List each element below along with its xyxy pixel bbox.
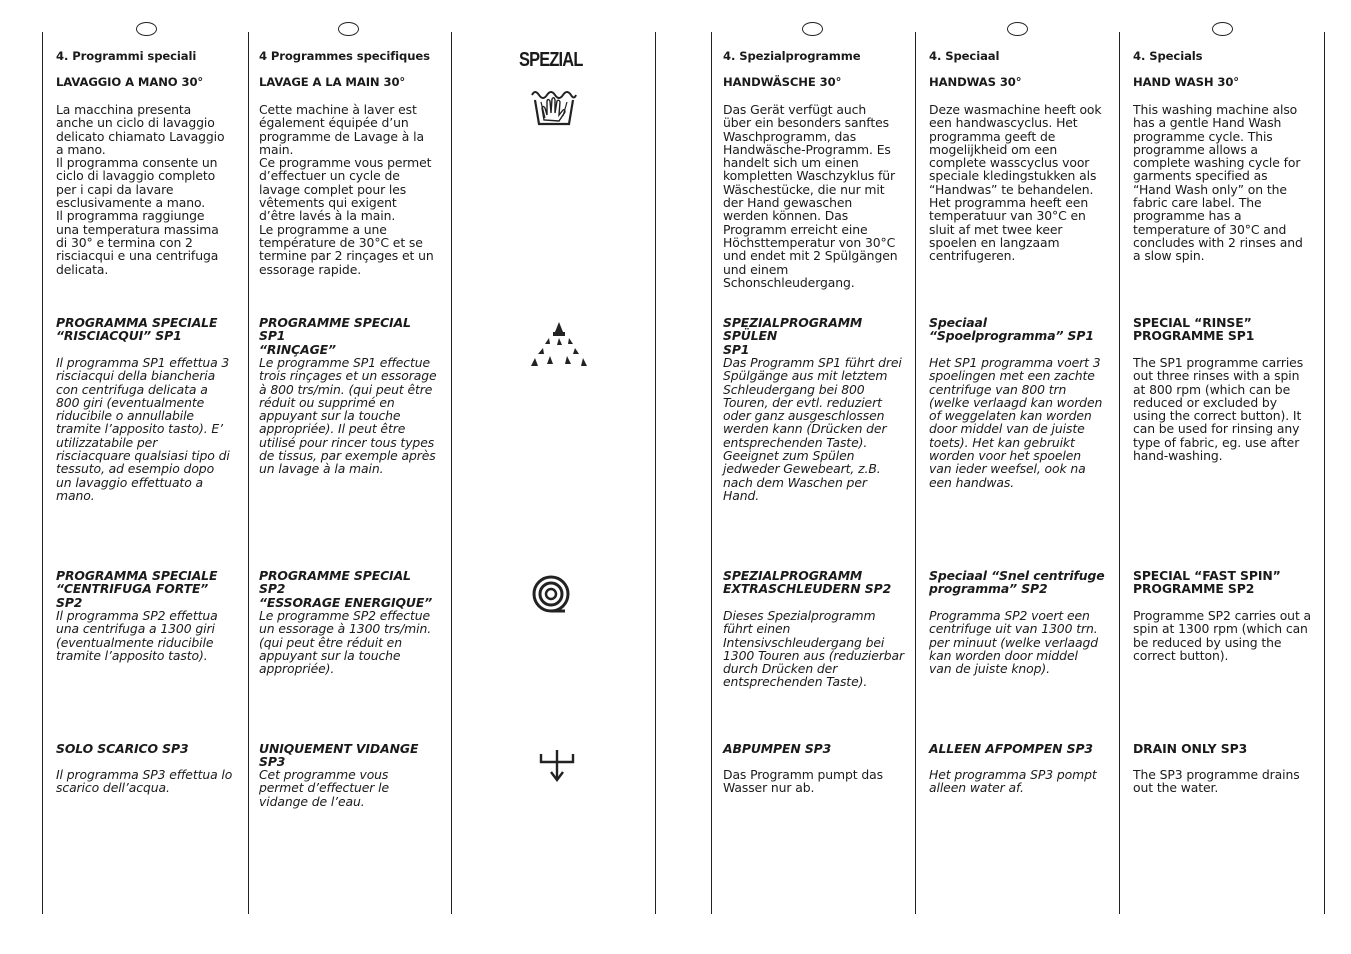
- drain-title: ABPUMPEN SP3: [723, 741, 832, 756]
- column-divider: [42, 32, 43, 914]
- rinse-text: Het SP1 programma voert 3 spoelingen met een zachte centrifuge van 800 trn (welke verlaagd kan worden of weggelaten kan worden door middel van de juiste toets). Het kan gebruikt worden voor het spoelen van ieder weefsel, ook na een handwas.: [929, 355, 1103, 490]
- page-marker: [1212, 22, 1233, 36]
- rinse-text: Le programme SP1 effectue trois rinçages et un essorage à 800 trs/min. (qui peut être réduit ou supprimé en appuyant sur la touche appropriée). Il peut être utilisé pour rincer tous types de tissus, par exemple après un lavage à la main.: [259, 355, 437, 477]
- section-heading: 4 Programmes specifiques: [259, 49, 430, 63]
- column-divider: [915, 32, 916, 914]
- handwash-title: HANDWAS 30°: [929, 75, 1022, 89]
- column-divider: [451, 32, 452, 914]
- handwash-title: HAND WASH 30°: [1133, 75, 1239, 89]
- handwash-text: La macchina presenta anche un ciclo di lavaggio delicato chiamato Lavaggio a mano. Il programma consente un ciclo di lavaggio completo per i capi da lavare esclusivamente a mano. Il programma raggiunge una temperatura massima di 30° e termina con 2 risciacqui e una centrifuga delicata.: [56, 102, 225, 277]
- section-heading: 4. Specials: [1133, 49, 1203, 63]
- column-divider: [711, 32, 712, 914]
- handwash-title: LAVAGE A LA MAIN 30°: [259, 75, 406, 89]
- spin-title: SPEZIALPROGRAMM EXTRASCHLEUDERN SP2: [723, 568, 892, 597]
- spezial-title: SPEZIAL: [519, 49, 583, 71]
- spin-icon: [531, 574, 571, 618]
- section-heading: 4. Speciaal: [929, 49, 1000, 63]
- drain-text: Cet programme vous permet d’effectuer le vidange de l’eau.: [259, 767, 389, 809]
- section-heading: 4. Programmi speciali: [56, 49, 197, 63]
- rinse-title: Speciaal “Spoelprogramma” SP1: [929, 315, 1094, 344]
- rinse-title: PROGRAMMA SPECIALE “RISCIACQUI” SP1: [56, 315, 218, 344]
- handwash-text: This washing machine also has a gentle Hand Wash programme cycle. This programme allows a complete washing cycle for garments specified as “Hand Wash only” on the fabric care label. The programme has a temperature of 30°C and concludes with 2 rinses and a slow spin.: [1133, 102, 1303, 264]
- spin-text: Le programme SP2 effectue un essorage à 1300 trs/min. (qui peut être réduit en appuyant sur la touche appropriée).: [259, 608, 432, 677]
- spin-title: Speciaal “Snel centrifuge programma” SP2: [929, 568, 1105, 597]
- handwash-text: Das Gerät verfügt auch über ein besonders sanftes Waschprogramm, das Handwäsche-Programm. Es handelt sich um einen kompletten Waschzyklus für Wäschestücke, die nur mit der Hand gewaschen werden können. Das Programm erreicht eine Höchsttemperatur von 30°C und endet mit 2 Spülgängen und einem Schonschleudergang.: [723, 102, 898, 290]
- rinse-title: SPEZIALPROGRAMM SPÜLEN SP1: [723, 315, 863, 357]
- rinse-text: Il programma SP1 effettua 3 risciacqui della biancheria con centrifuga delicata a 800 giri (eventualmente riducibile o annullabile tramite l’apposito tasto). E’ utilizzatabile per risciacquare qualsiasi tipo di tessuto, ad esempio dopo un lavaggio effettuato a mano.: [56, 355, 230, 503]
- rinse-title: SPECIAL “RINSE” PROGRAMME SP1: [1133, 315, 1255, 344]
- handwash-title: LAVAGGIO A MANO 30°: [56, 75, 204, 89]
- rinse-text: The SP1 programme carries out three rinses with a spin at 800 rpm (which can be reduced or excluded by using the correct button). It can be used for rinsing any type of fabric, eg. use after hand-washing.: [1133, 355, 1304, 464]
- spin-text: Dieses Spezialprogramm führt einen Intensivschleudergang bei 1300 Touren aus (reduzierbar durch Drücken der entsprechenden Taste).: [723, 608, 904, 690]
- drain-icon: [538, 748, 576, 788]
- column-divider: [1324, 32, 1325, 914]
- page-marker: [1007, 22, 1028, 36]
- page-marker: [802, 22, 823, 36]
- section-heading: 4. Spezialprogramme: [723, 49, 861, 63]
- handwash-text: Cette machine à laver est également équipée d’un programme de Lavage à la main. Ce programme vous permet d’effectuer un cycle de lavage complet pour les vêtements qui exigent d’être lavés à la main. Le programme a une température de 30°C et se termine par 2 rinçages et un essorage rapide.: [259, 102, 434, 277]
- spin-title: PROGRAMMA SPECIALE “CENTRIFUGA FORTE” SP2: [56, 568, 218, 610]
- drain-title: UNIQUEMENT VIDANGE SP3: [259, 741, 419, 770]
- spin-text: Programme SP2 carries out a spin at 1300 rpm (which can be reduced by using the correct button).: [1133, 608, 1312, 663]
- handwash-title: HANDWÄSCHE 30°: [723, 75, 842, 89]
- drain-text: Het programma SP3 pompt alleen water af.: [929, 767, 1097, 796]
- drain-title: SOLO SCARICO SP3: [56, 741, 189, 756]
- column-divider: [1119, 32, 1120, 914]
- spin-title: PROGRAMME SPECIAL SP2 “ESSORAGE ENERGIQUE”: [259, 568, 433, 610]
- page-marker: [136, 22, 157, 36]
- spin-title: SPECIAL “FAST SPIN” PROGRAMME SP2: [1133, 568, 1281, 597]
- page-marker: [338, 22, 359, 36]
- drain-text: Das Programm pumpt das Wasser nur ab.: [723, 767, 883, 796]
- rinse-icon: [529, 320, 589, 372]
- rinse-title: PROGRAMME SPECIAL SP1 “RINÇAGE”: [259, 315, 411, 357]
- drain-text: The SP3 programme drains out the water.: [1133, 767, 1300, 796]
- spin-text: Il programma SP2 effettua una centrifuga a 1300 giri (eventualmente riducibile tramite l’apposito tasto).: [56, 608, 218, 663]
- drain-title: ALLEEN AFPOMPEN SP3: [929, 741, 1093, 756]
- column-divider: [655, 32, 656, 914]
- column-divider: [248, 32, 249, 914]
- hand-wash-icon: [529, 86, 579, 132]
- drain-title: DRAIN ONLY SP3: [1133, 741, 1248, 756]
- handwash-text: Deze wasmachine heeft ook een handwascyclus. Het programma geeft de mogelijkheid om een complete wasscyclus voor speciale kledingstukken als “Handwas” te behandelen. Het programma heeft een temperatuur van 30°C en sluit af met twee keer spoelen en langzaam centrifugeren.: [929, 102, 1102, 264]
- spin-text: Programma SP2 voert een centrifuge uit van 1300 trn. per minuut (welke verlaagd kan worden door middel van de juiste knop).: [929, 608, 1098, 677]
- rinse-text: Das Programm SP1 führt drei Spülgänge aus mit letztem Schleudergang bei 800 Touren, der evtl. reduziert oder ganz ausgeschlossen werden kann (Drücken der entsprechenden Taste). Geeignet zum Spülen jedweder Gewebeart, z.B. nach dem Waschen per Hand.: [723, 355, 902, 503]
- drain-text: Il programma SP3 effettua lo scarico dell’acqua.: [56, 767, 233, 796]
